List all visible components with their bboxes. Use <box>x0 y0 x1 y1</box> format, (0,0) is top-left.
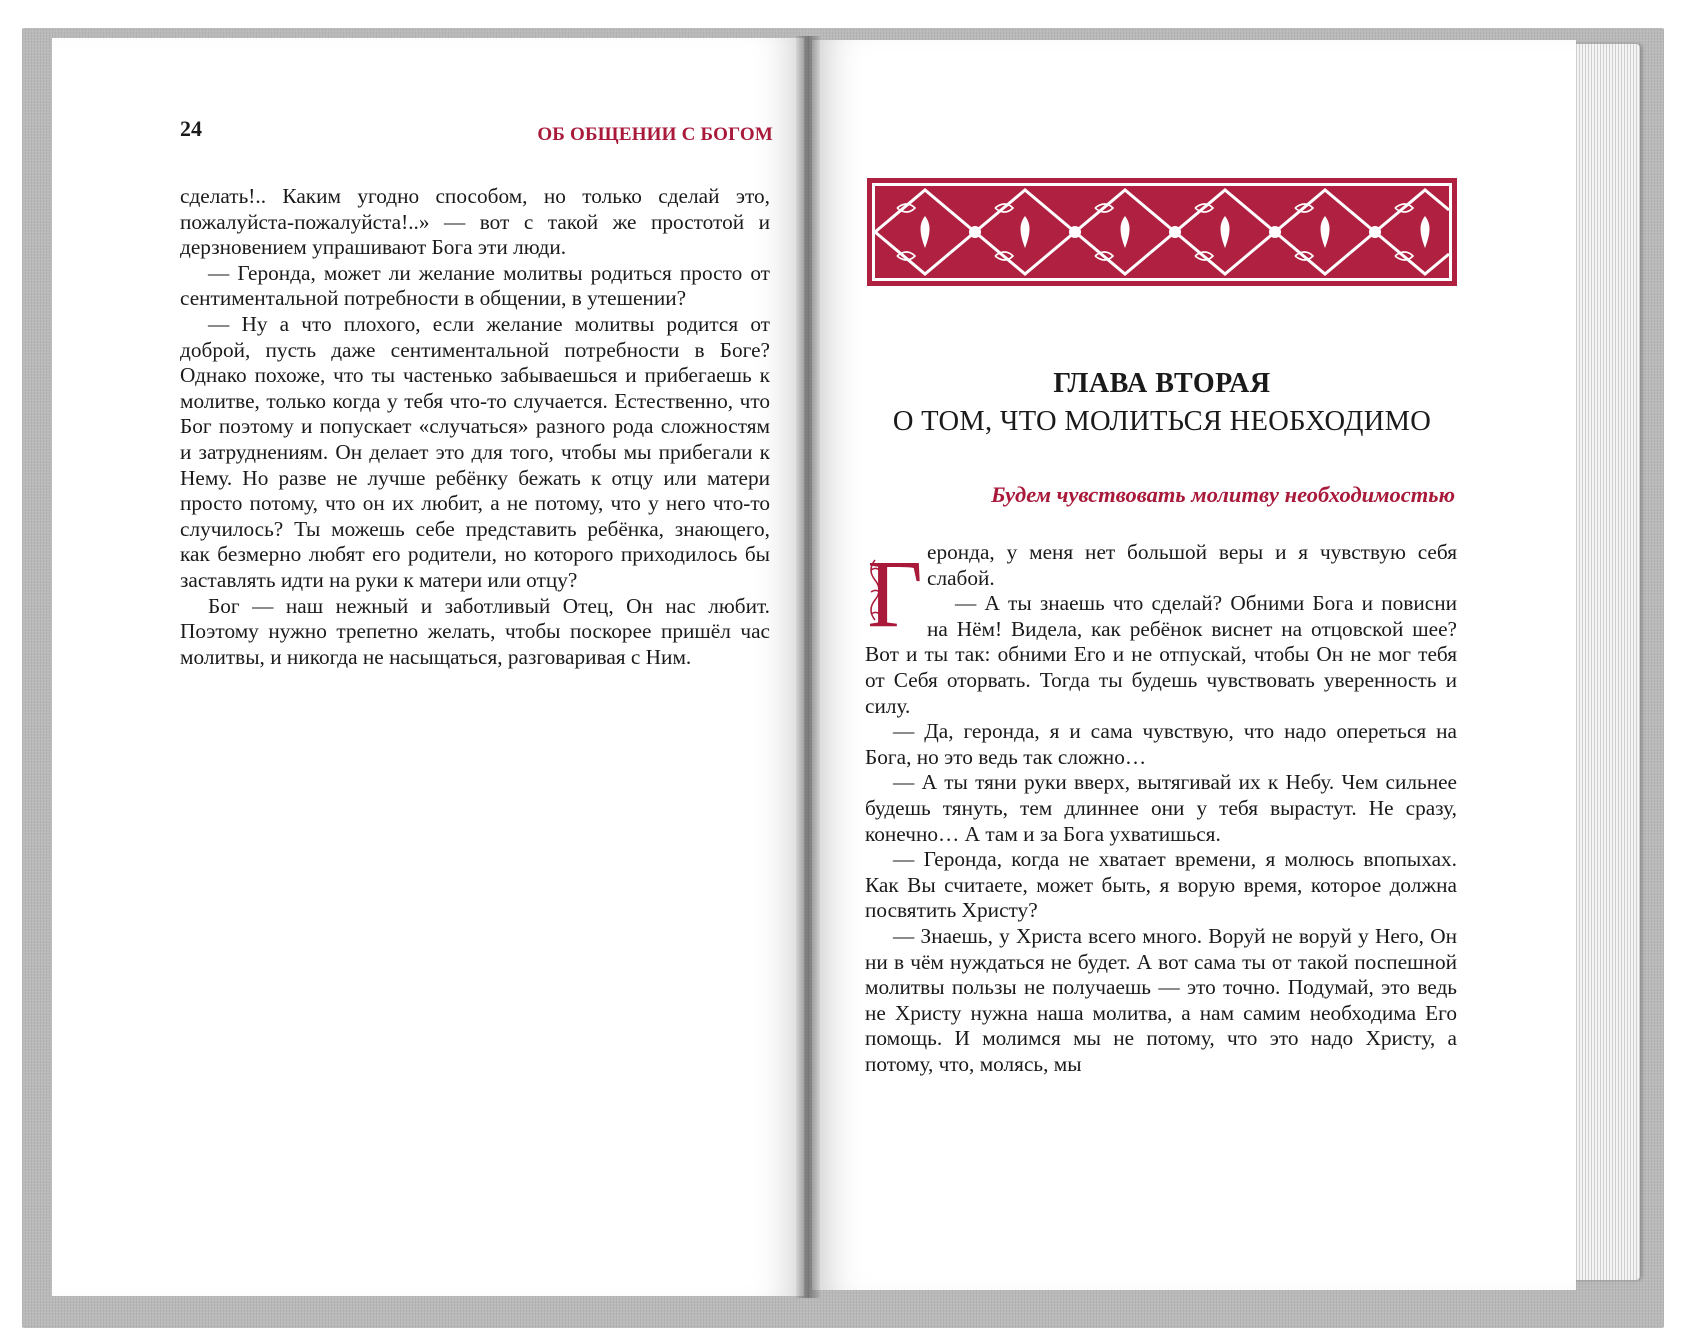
chapter-title: О ТОМ, ЧТО МОЛИТЬСЯ НЕОБХОДИМО <box>892 406 1432 437</box>
page-number: 24 <box>180 116 202 141</box>
page-edges <box>1568 44 1640 1280</box>
paragraph: еронда, у меня нет большой веры и я чувствую себя слабой. <box>927 540 1457 590</box>
paragraph: сделать!.. Каким угодно способом, но только сделай это, пожалуйста-пожалуйста!..» — вот с такой же простотой и дерзновением упрашивают Бога эти люди. <box>180 184 770 260</box>
paragraph: Бог — наш нежный и заботливый Отец, Он нас любит. Поэтому нужно трепетно желать, чтобы поскорее пришёл час молитвы, и никогда не насыщаться, разговаривая с Ним. <box>180 593 770 669</box>
paragraph: — А ты тяни руки вверх, вытягивай их к Небу. Чем сильнее будешь тянуть, тем длиннее они у тебя вырастут. Не сразу, конечно… А там и за Бога ухватишься. <box>865 770 1457 846</box>
paragraph: — Ну а что плохого, если желание молитвы родится от доброй, пусть даже сентиментальной потребности в Боге? Однако похоже, что ты частенько забываешься и прибегаешь к молитве, только когда у тебя что-то случается. Естественно, что Бог поэтому и попускает «случаться» разного рода сложностям и затруднениям. Он делает это для того, чтобы мы прибегали к Нему. Но разве не лучше ребёнку бежать к отцу или матери просто потому, что он их любит, а не потому, что у него что-то случилось? Ты можешь себе представить ребёнка, знающего, как безмерно любят его родители, но которого приходилось бы заставлять идти на руки к матери или отцу? <box>180 311 770 592</box>
chapter-heading <box>860 368 1464 438</box>
paragraph: — Геронда, может ли желание молитвы родиться просто от сентиментальной потребности в общении, в утешении? <box>180 260 770 311</box>
book-spine-gutter <box>796 36 820 1298</box>
right-page-body <box>865 540 1457 1077</box>
paragraph: — Да, геронда, я и сама чувствую, что надо опереться на Бога, но это ведь так сложно… <box>865 719 1457 769</box>
paragraph: — Геронда, когда не хватает времени, я молюсь впопыхах. Как Вы считаете, может быть, я ворую время, которое должна посвятить Христу? <box>865 847 1457 923</box>
paragraph: — Знаешь, у Христа всего много. Воруй не воруй у Него, Он ни в чём нуждаться не будет. А вот сама ты от такой поспешной молитвы пользы не получаешь — это точно. Подумай, это ведь не Христу нужна наша молитва, а нам самим необходима Его помощь. И молимся мы не потому, что это надо Христу, а потому, что, молясь, мы <box>865 923 1457 1076</box>
drop-cap-letter: Г <box>867 540 923 647</box>
paragraph: — А ты знаешь что сделай? Обними Бога и повисни на Нём! Видела, как ребёнок виснет на отцовской шее? Вот и ты так: обними Его и не отпускай, чтобы Он не мог тебя от Себя оторвать. Тогда ты будешь чувствовать уверенность и силу. <box>865 591 1457 718</box>
drop-cap-initial <box>865 540 923 647</box>
ornament-band <box>867 178 1457 286</box>
left-page-body <box>180 184 770 670</box>
running-head: ОБ ОБЩЕНИИ С БОГОМ <box>537 124 773 145</box>
chapter-number: ГЛАВА ВТОРАЯ <box>1053 368 1271 399</box>
section-subheading: Будем чувствовать молитву необходимостью <box>991 482 1455 507</box>
